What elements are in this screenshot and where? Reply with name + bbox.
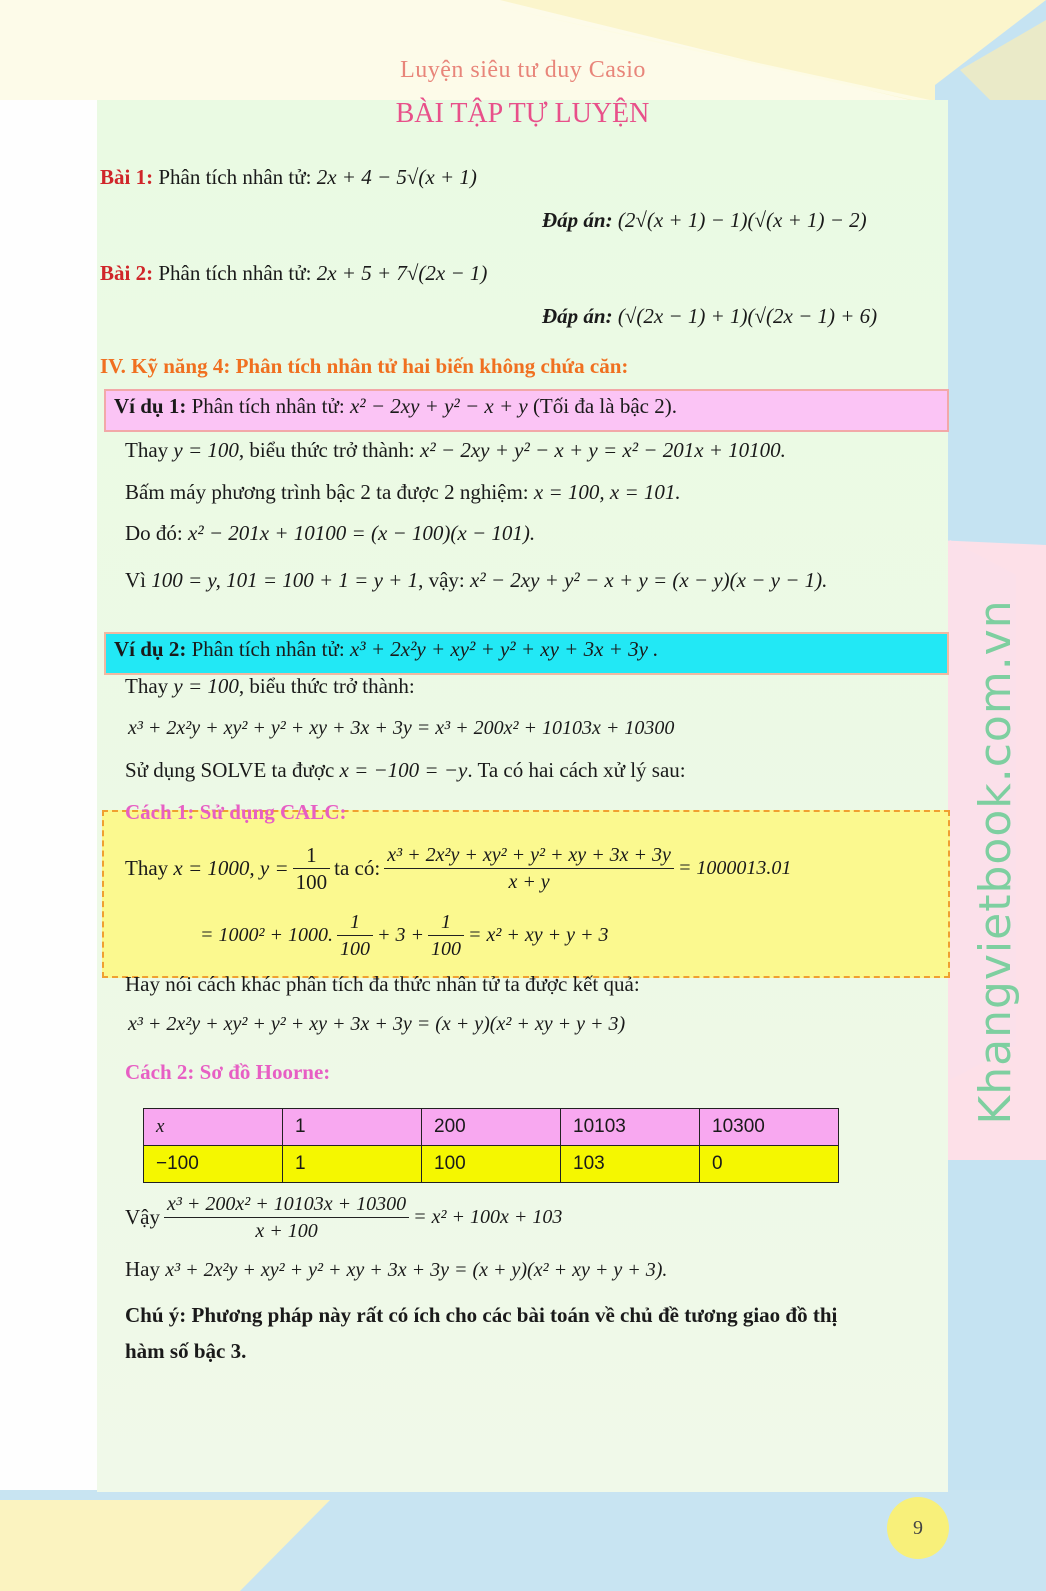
vd1-line1-mid: , biểu thức trở thành: (238, 438, 415, 462)
vd1-line3-text: Do đó: (125, 521, 183, 545)
vd1-line4-expr1: 100 = y, 101 = 100 + 1 = y + 1 (151, 568, 419, 592)
cach1-result: = 1000013.01 (677, 856, 792, 879)
horner-cell: 0 (700, 1146, 839, 1183)
horner-cell: 1 (283, 1146, 422, 1183)
horner-cell: x (144, 1109, 283, 1146)
vd1-line3 (125, 521, 535, 546)
cach1-big-den: x + y (508, 870, 550, 893)
horner-cell: 103 (561, 1146, 700, 1183)
bai1-answer-label: Đáp án: (542, 208, 613, 232)
cach1-thay: Thay (125, 855, 169, 880)
cach1-line2-c: = x² + xy + y + 3 (468, 923, 609, 946)
vd2-heading (114, 637, 658, 662)
cach1-line2-frac2-den: 100 (431, 937, 461, 960)
page-number: 9 (887, 1497, 949, 1559)
cach1-line2-frac1-num: 1 (337, 909, 373, 936)
cach1-line2-frac1-den: 100 (340, 937, 370, 960)
bai1-line (100, 165, 477, 190)
bai1-expr: 2x + 4 − 5√(x + 1) (316, 165, 477, 189)
vd1-line1-y: y = 100 (173, 438, 239, 462)
hay1-expr: x³ + 2x²y + xy² + y² + xy + 3x + 3y = (x + y)(x² + xy + y + 3) (128, 1013, 626, 1035)
watermark-text: Khangvietbook.com.vn (970, 599, 1021, 1125)
vd1-line4-text: Vì (125, 568, 146, 592)
horner-cell: 10103 (561, 1109, 700, 1146)
vd1-line2-text: Bấm máy phương trình bậc 2 ta được 2 nghiệm: (125, 480, 529, 504)
cach1-frac-num: 1 (293, 842, 331, 869)
vd1-line4-mid: , vậy: (418, 568, 465, 592)
cach1-frac (293, 842, 331, 895)
vay-text: Vậy (125, 1204, 160, 1229)
vd1-line4-expr2: x² − 2xy + y² − x + y = (x − y)(x − y − 1). (470, 568, 828, 592)
cach1-line2-frac2-num: 1 (428, 909, 464, 936)
vay-line (125, 1187, 562, 1247)
cach1-taco: ta có: (334, 855, 381, 880)
note-line1: Chú ý: Phương pháp này rất có ích cho các bài toán về chủ đề tương giao đồ thị (125, 1303, 838, 1327)
vd2-label: Ví dụ 2: (114, 637, 187, 661)
cach1-line1 (125, 838, 791, 898)
vd2-line1-y: y = 100 (173, 674, 239, 698)
vd2-line3-text: Sử dụng SOLVE ta được (125, 758, 335, 782)
bai1-text: Phân tích nhân tử: (158, 165, 312, 189)
vd2-line3-expr: x = −100 = −y (339, 758, 468, 782)
horner-cell: 200 (422, 1109, 561, 1146)
horner-cell: −100 (144, 1146, 283, 1183)
vd2-line1 (125, 674, 415, 699)
horner-cell: 100 (422, 1146, 561, 1183)
vd2-line3-end: . Ta có hai cách xử lý sau: (467, 758, 686, 782)
vd1-expr: x² − 2xy + y² − x + y (349, 394, 528, 418)
hay1-text: Hay nói cách khác phân tích đa thức nhân tử ta được kết quả: (125, 972, 640, 996)
horner-table (143, 1108, 839, 1183)
vay-frac (164, 1191, 409, 1244)
vd1-line3-expr: x² − 201x + 10100 = (x − 100)(x − 101). (188, 521, 536, 545)
vd2-line1-mid: , biểu thức trở thành: (238, 674, 415, 698)
bai2-line (100, 261, 487, 286)
vd1-line4 (125, 568, 827, 593)
cach1-line2 (200, 905, 609, 965)
bai2-text: Phân tích nhân tử: (158, 261, 312, 285)
vd1-line1-text: Thay (125, 438, 169, 462)
horner-cell: 1 (283, 1109, 422, 1146)
cach1-big-frac (384, 842, 674, 895)
cach2-label: Cách 2: Sơ đồ Hoorne: (125, 1060, 331, 1084)
cach1-frac-den: 100 (295, 869, 328, 894)
vd1-line2 (125, 480, 681, 505)
vd2-expr: x³ + 2x²y + xy² + y² + xy + 3x + 3y . (349, 637, 659, 661)
hay2-line (125, 1257, 667, 1282)
vd2-line3 (125, 758, 686, 783)
running-header: Luyện siêu tư duy Casio (400, 57, 646, 83)
bai1-answer: (2√(x + 1) − 1)(√(x + 1) − 2) (617, 208, 867, 232)
vd1-label: Ví dụ 1: (114, 394, 187, 418)
hay2-text: Hay (125, 1257, 160, 1281)
bai2-label: Bài 2: (100, 261, 154, 285)
cach1-vals: x = 1000, y = (173, 855, 289, 880)
horner-row-2 (144, 1146, 839, 1183)
horner-row-1 (144, 1109, 839, 1146)
cach1-line2-frac1 (337, 909, 373, 962)
note-line2: hàm số bậc 3. (125, 1339, 247, 1363)
cach1-line2-frac2 (428, 909, 464, 962)
cach1-line2-b: + 3 + (377, 923, 424, 946)
hay2-expr: x³ + 2x²y + xy² + y² + xy + 3x + 3y = (x + y)(x² + xy + y + 3). (165, 1259, 668, 1281)
vd1-line1-expr: x² − 2xy + y² − x + y = x² − 201x + 10100. (420, 438, 786, 462)
page-title: BÀI TẬP TỰ LUYỆN (395, 98, 650, 129)
vd1-line1 (125, 438, 786, 463)
bai2-answer-line (542, 304, 877, 329)
bai1-label: Bài 1: (100, 165, 154, 189)
vd2-text: Phân tích nhân tử: (191, 637, 345, 661)
vd1-text: Phân tích nhân tử: (191, 394, 345, 418)
cach1-big-num: x³ + 2x²y + xy² + y² + xy + 3x + 3y (384, 842, 674, 869)
vd1-line2-expr: x = 100, x = 101. (533, 480, 681, 504)
section-heading: IV. Kỹ năng 4: Phân tích nhân tử hai biến không chứa căn: (100, 354, 629, 378)
vd2-line1-text: Thay (125, 674, 169, 698)
vay-frac-num: x³ + 200x² + 10103x + 10300 (164, 1191, 409, 1218)
cach1-label: Cách 1: Sử dụng CALC: (125, 800, 347, 824)
vay-result: = x² + 100x + 103 (413, 1205, 563, 1228)
vd2-line2: x³ + 2x²y + xy² + y² + xy + 3x + 3y = x³ + 200x² + 10103x + 10300 (128, 717, 675, 739)
bai2-answer-label: Đáp án: (542, 304, 613, 328)
horner-cell: 10300 (700, 1109, 839, 1146)
bai2-expr: 2x + 5 + 7√(2x − 1) (316, 261, 488, 285)
bai1-answer-line (542, 208, 867, 233)
cach1-line2-a: = 1000² + 1000. (200, 923, 333, 946)
bai2-answer: (√(2x − 1) + 1)(√(2x − 1) + 6) (617, 304, 878, 328)
vay-frac-den: x + 100 (255, 1219, 318, 1242)
vd1-heading (114, 394, 677, 419)
vd1-note: (Tối đa là bậc 2). (532, 394, 677, 418)
